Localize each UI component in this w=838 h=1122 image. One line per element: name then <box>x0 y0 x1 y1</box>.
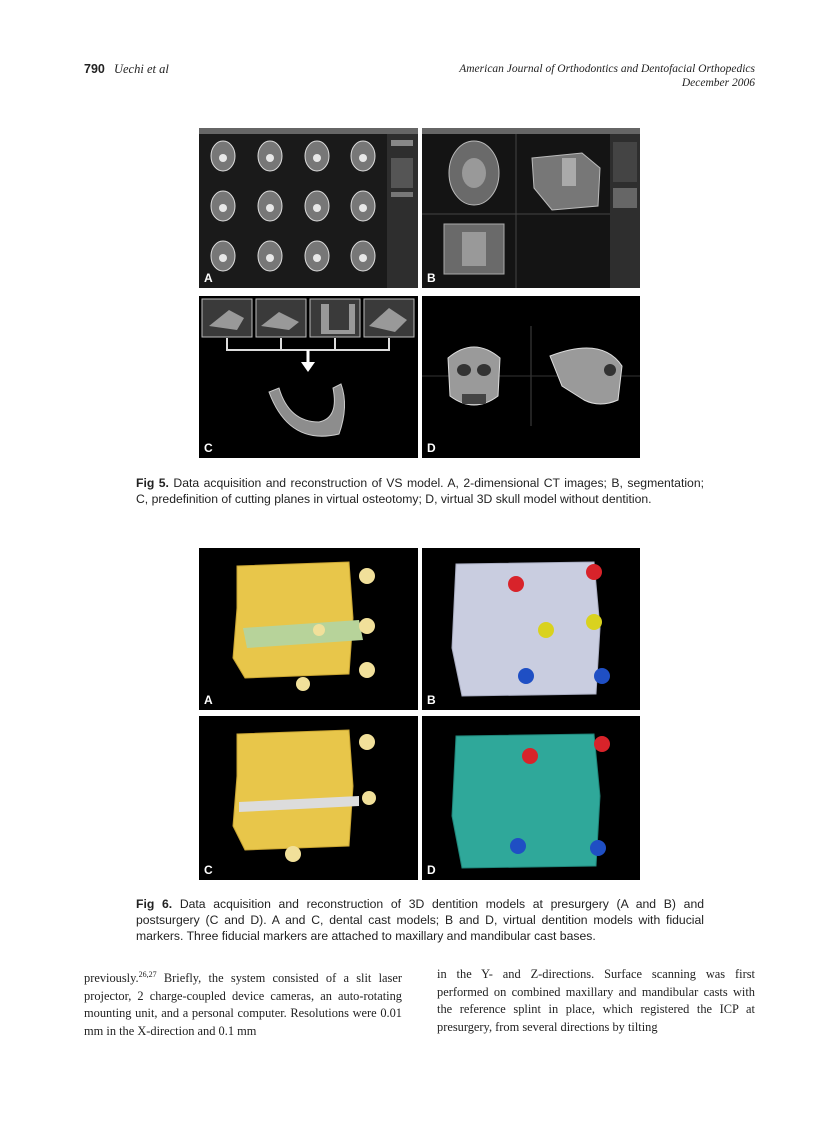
fig5-panel-c <box>199 296 418 458</box>
cast-presurgery-image <box>199 548 418 710</box>
body-col1-pre: previously. <box>84 971 139 986</box>
running-header-left <box>84 62 169 77</box>
virtual-presurgery-image <box>422 548 640 710</box>
fig5-panel-b <box>422 128 640 288</box>
fig5-label-a: A <box>204 271 213 285</box>
page-number: 790 <box>84 62 105 76</box>
fig5-label-d: D <box>427 441 436 455</box>
fig6-panel-a <box>199 548 418 710</box>
fig6-label-b: B <box>427 693 436 707</box>
body-column-right <box>437 966 755 1036</box>
fig6-panel-d <box>422 716 640 880</box>
body-col2-text: in the Y- and Z-directions. Surface scanning was first performed on combined maxillary and mandibular casts with the reference splint in place, which registered the ICP at presurgery, from several directions by tilting <box>437 967 755 1034</box>
fig6-caption-text: Data acquisition and reconstruction of 3D dentition models at presurgery (A and B) and postsurgery (C and D). A and C, dental cast models; B and D, virtual dentition models with fiducial markers. Three fiducial markers are attached to maxillary and mandibular cast bases. <box>136 897 705 943</box>
citation-superscript: 26,27 <box>138 970 157 979</box>
fig5-label-b: B <box>427 271 436 285</box>
fig5-caption-text: Data acquisition and reconstruction of VS model. A, 2-dimensional CT images; B, segmentation; C, predefinition of cutting planes in virtual osteotomy; D, virtual 3D skull model without dentition. <box>136 476 704 506</box>
fig6-label-c: C <box>204 863 213 877</box>
fig5-label-c: C <box>204 441 213 455</box>
body-col1-post: Briefly, the system consisted of a slit laser projector, 2 charge-coupled device cameras, an auto-rotating mounting unit, and a personal computer. Resolutions were 0.01 mm in the X-direction and 0.1 mm <box>84 971 402 1038</box>
running-header-right <box>459 62 755 90</box>
cast-postsurgery-image <box>199 716 418 880</box>
fig6-panel-c <box>199 716 418 880</box>
journal-title: American Journal of Orthodontics and Dentofacial Orthopedics <box>459 63 755 75</box>
segmentation-image <box>422 128 640 288</box>
issue-date: December 2006 <box>681 77 755 89</box>
fig6-label-d: D <box>427 863 436 877</box>
fig5-caption <box>136 475 704 507</box>
fig6-panel-b <box>422 548 640 710</box>
fig5-panel-a <box>199 128 418 288</box>
fig6-label-a: A <box>204 693 213 707</box>
fig5-panel-d <box>422 296 640 458</box>
virtual-skull-image <box>422 296 640 458</box>
running-authors: Uechi et al <box>113 62 169 76</box>
fig5-caption-label: Fig 5. <box>136 476 169 490</box>
body-column-left <box>84 966 402 1040</box>
fig6-caption <box>136 896 704 944</box>
fig6-caption-label: Fig 6. <box>136 897 173 911</box>
cutting-planes-image <box>199 296 418 458</box>
ct-slices-image <box>199 128 418 288</box>
virtual-postsurgery-image <box>422 716 640 880</box>
